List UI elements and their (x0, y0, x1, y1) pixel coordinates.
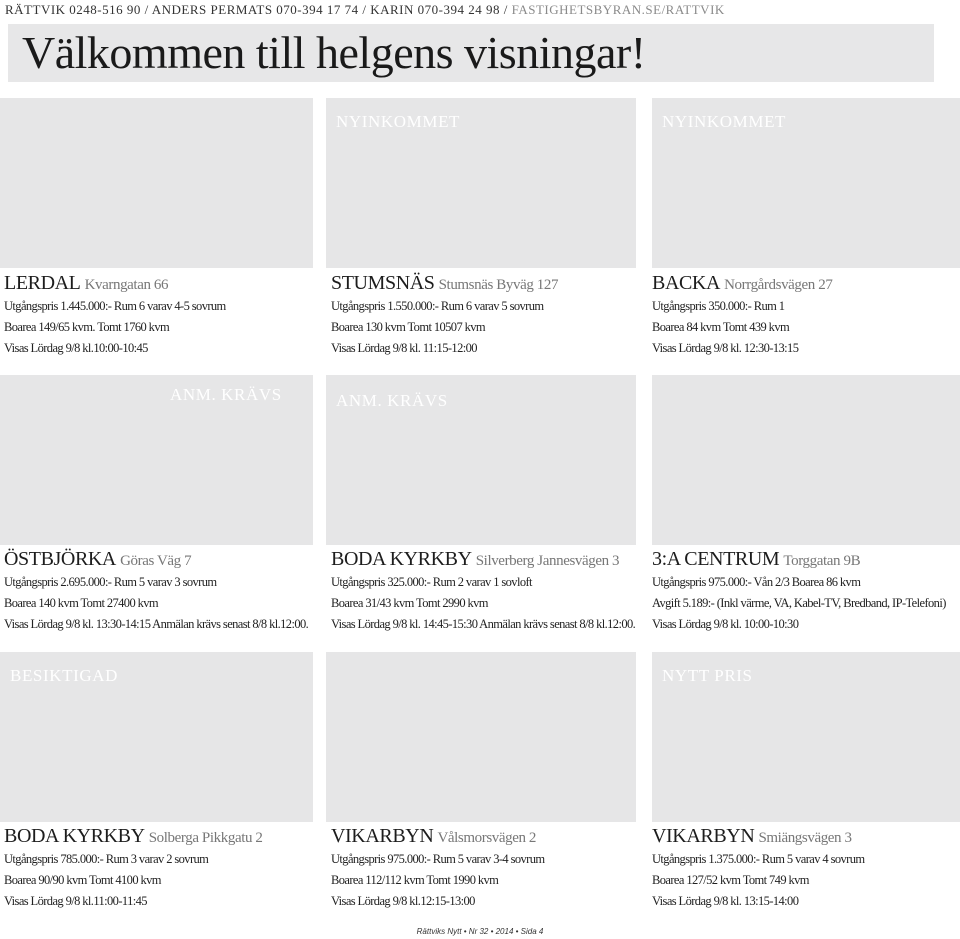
listing-showing: Visas Lördag 9/8 kl. 10:00-10:30 (652, 617, 799, 631)
page-title: Välkommen till helgens visningar! (22, 27, 646, 78)
listing-heading: VIKARBYN Smiängsvägen 3 (652, 825, 852, 847)
listing-area: Boarea 149/65 kvm. Tomt 1760 kvm (4, 320, 170, 334)
listing-fee: Avgift 5.189:- (Inkl värme, VA, Kabel-TV, Bredband, IP-Telefoni) (652, 596, 946, 610)
listing-stumsnas (331, 272, 639, 359)
listing-ostbjorka (4, 548, 312, 635)
listing-heading: BODA KYRKBY Solberga Pikkgatu 2 (4, 825, 263, 847)
listing-area: Boarea 90/90 kvm Tomt 4100 kvm (4, 873, 161, 887)
status-badge: NYTT PRIS (662, 666, 753, 685)
website-link[interactable]: FASTIGHETSBYRAN.SE/RATTVIK (511, 2, 725, 17)
listing-showing: Visas Lördag 9/8 kl. 11:15-12:00 (331, 341, 477, 355)
listing-heading: STUMSNÄS Stumsnäs Byväg 127 (331, 272, 559, 294)
listing-heading: VIKARBYN Vålsmorsvägen 2 (331, 825, 537, 847)
listing-heading: LERDAL Kvarngatan 66 (4, 272, 169, 294)
listing-showing: Visas Lördag 9/8 kl.10:00-10:45 (4, 341, 148, 355)
listing-photo-5 (326, 375, 636, 545)
listing-photo-1 (0, 98, 313, 268)
listing-photo-4 (0, 375, 313, 545)
listing-showing: Visas Lördag 9/8 kl.11:00-11:45 (4, 894, 147, 908)
listing-vikarbyn-valsmors (331, 825, 639, 912)
listing-price: Utgångspris 1.445.000:- Rum 6 varav 4-5 sovrum (4, 299, 226, 313)
listing-showing: Visas Lördag 9/8 kl.12:15-13:00 (331, 894, 475, 908)
listing-area: Boarea 112/112 kvm Tomt 1990 kvm (331, 873, 499, 887)
status-badge: NYINKOMMET (662, 112, 787, 131)
listing-backa (652, 272, 960, 359)
listing-price: Utgångspris 1.375.000:- Rum 5 varav 4 sovrum (652, 852, 865, 866)
listing-area: Boarea 31/43 kvm Tomt 2990 kvm (331, 596, 488, 610)
listing-boda-kyrkby-solberga (4, 825, 312, 912)
listing-price: Utgångspris 785.000:- Rum 3 varav 2 sovrum (4, 852, 209, 866)
listing-heading: ÖSTBJÖRKA Göras Väg 7 (4, 548, 192, 570)
listing-heading: 3:A CENTRUM Torggatan 9B (652, 548, 861, 570)
status-badge: BESIKTIGAD (10, 666, 118, 685)
contact-info: RÄTTVIK 0248-516 90 / ANDERS PERMATS 070-394 17 74 / KARIN 070-394 24 98 / (5, 2, 508, 17)
listing-price: Utgångspris 350.000:- Rum 1 (652, 299, 785, 313)
listing-showing: Visas Lördag 9/8 kl. 12:30-13:15 (652, 341, 799, 355)
listing-price: Utgångspris 325.000:- Rum 2 varav 1 sovloft (331, 575, 532, 589)
listing-area: Boarea 127/52 kvm Tomt 749 kvm (652, 873, 809, 887)
listing-heading: BACKA Norrgårdsvägen 27 (652, 272, 833, 294)
listing-showing: Visas Lördag 9/8 kl. 13:30-14:15 Anmälan krävs senast 8/8 kl.12:00. (4, 617, 309, 631)
listing-showing: Visas Lördag 9/8 kl. 13:15-14:00 (652, 894, 799, 908)
listing-photo-2 (326, 98, 636, 268)
listing-photo-6 (652, 375, 960, 545)
status-badge: ANM. KRÄVS (170, 385, 282, 404)
listing-boda-kyrkby-silverberg (331, 548, 639, 635)
listing-area: Boarea 130 kvm Tomt 10507 kvm (331, 320, 486, 334)
status-badge: NYINKOMMET (336, 112, 461, 131)
listing-photo-3 (652, 98, 960, 268)
listing-photo-8 (326, 652, 636, 822)
page-footer: Rättviks Nytt • Nr 32 • 2014 • Sida 4 (416, 927, 544, 936)
listing-photo-9 (652, 652, 960, 822)
listing-vikarbyn-smiangs (652, 825, 960, 912)
contact-line (5, 2, 955, 18)
listing-centrum (652, 548, 960, 635)
listing-price: Utgångspris 2.695.000:- Rum 5 varav 3 sovrum (4, 575, 217, 589)
listing-area: Boarea 140 kvm Tomt 27400 kvm (4, 596, 159, 610)
title-banner (8, 24, 934, 82)
listing-price: Utgångspris 975.000:- Rum 5 varav 3-4 sovrum (331, 852, 545, 866)
listing-lerdal (4, 272, 312, 359)
status-badge: ANM. KRÄVS (336, 391, 448, 410)
listing-price: Utgångspris 975.000:- Vån 2/3 Boarea 86 kvm (652, 575, 861, 589)
listing-price: Utgångspris 1.550.000:- Rum 6 varav 5 sovrum (331, 299, 544, 313)
listing-showing: Visas Lördag 9/8 kl. 14:45-15:30 Anmälan krävs senast 8/8 kl.12:00. (331, 617, 636, 631)
listing-area: Boarea 84 kvm Tomt 439 kvm (652, 320, 790, 334)
listing-heading: BODA KYRKBY Silverberg Jannesvägen 3 (331, 548, 620, 570)
listing-photo-7 (0, 652, 313, 822)
